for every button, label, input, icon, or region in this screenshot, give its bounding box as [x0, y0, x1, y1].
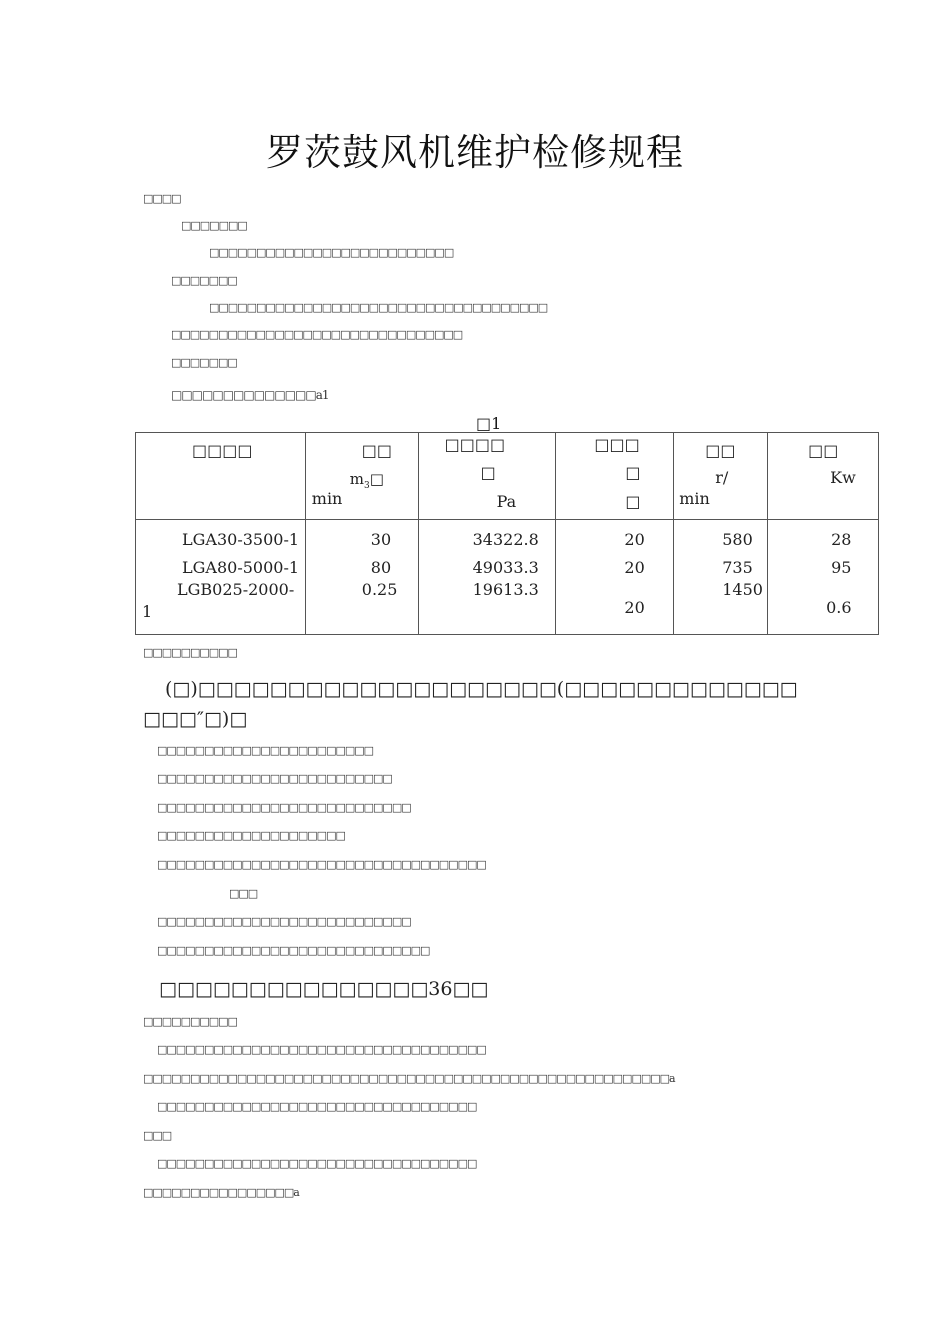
model-value: LGA30-3500-1 — [182, 530, 300, 549]
spec-table — [135, 432, 879, 635]
temp-value: 20 — [624, 530, 645, 549]
pressure-value: 19613.3 — [472, 580, 539, 599]
header-model: □□□□ — [136, 433, 306, 520]
text-line: □□□□□□□□□□□□□□□□□□□□□□□□□□□□□□□□□□ — [157, 1157, 477, 1170]
pressure-value: 49033.3 — [472, 558, 539, 577]
header-power: □□ Kw — [768, 433, 879, 520]
table-ref-line: □□□□□□□□□□□□□□a1 — [171, 388, 329, 402]
flow-value: 80 — [370, 558, 392, 577]
speed-value: 580 — [722, 530, 753, 549]
text-line: □□□□□□□□□□□□□□□□□□□□□□□□□□□□□□□ — [171, 328, 463, 341]
cell-power — [768, 520, 879, 635]
text-line: □□□□□□□□□□□□□□□□□□□□□□□□□ — [157, 772, 392, 785]
flow-value: 30 — [370, 530, 392, 549]
cell-flow — [305, 520, 418, 635]
text-line: □□□ — [143, 1129, 172, 1142]
section-heading-cont: □□□″□)□ — [143, 708, 248, 730]
text-line: □□□□□□□□□□ — [143, 1015, 237, 1028]
table-header-row — [136, 433, 879, 520]
header-temperature: □□□ □ □ — [556, 433, 674, 520]
power-value: 0.6 — [826, 598, 852, 617]
model-value-wrap: 1 — [142, 602, 153, 621]
text-line: □□□□□□□□□□□□□□□□□□□□□□□□□□ — [209, 246, 454, 259]
section-heading: □□□□□□□□□□□□□□□36□□ — [159, 978, 489, 1000]
text-line: □□□□□□□□□□□□□□□□□□□□□□□□□□□□□□□□□□□□ — [209, 301, 548, 314]
text-line: □□□□□□□□□□□□□□□□□□□□□□□□□□□□□□□□□□□□□□□□□□□□□□□□□□□□□□□□a — [143, 1072, 675, 1085]
cell-speed — [674, 520, 768, 635]
text-line: □□□□□□□□□□ — [143, 646, 237, 659]
text-line: □□□ — [229, 887, 258, 900]
speed-value: 735 — [722, 558, 753, 577]
table-caption: □1 — [476, 414, 502, 433]
model-value: LGA80-5000-1 — [182, 558, 300, 577]
text-line: □□□□□□□ — [171, 356, 237, 369]
cell-pressure — [418, 520, 556, 635]
pressure-value: 34322.8 — [472, 530, 539, 549]
text-line: □□□□□□□ — [181, 219, 247, 232]
temp-value: 20 — [624, 558, 645, 577]
text-line: □□□□□□□□□□□□□□□□□□□□□□□□□□□□□□□□□□□ — [157, 1043, 486, 1056]
text-line: □□□□□□□□□□□□□□□□□□□□□□□ — [157, 744, 374, 757]
speed-value: 1450 — [722, 580, 763, 599]
flow-value: 0.25 — [361, 580, 398, 599]
cell-model — [136, 520, 306, 635]
power-value: 28 — [831, 530, 852, 549]
text-line: □□□□□□□□□□□□□□□□□□□□□□□□□□□□□ — [157, 944, 430, 957]
page-title: 罗茨鼓风机维护检修规程 — [266, 131, 684, 174]
header-flow: □□ $m_3□$ min — [305, 433, 418, 520]
text-line: □□□□□□□ — [171, 274, 237, 287]
temp-value: 20 — [624, 598, 645, 617]
text-line: □□□□□□□□□□□□□□□□□□□□ — [157, 829, 345, 842]
model-value: LGB025-2000- — [177, 580, 295, 599]
cell-temperature — [556, 520, 674, 635]
table-row — [136, 520, 879, 635]
text-line: □□□□□□□□□□□□□□□□a — [143, 1186, 299, 1199]
text-line: □□□□□□□□□□□□□□□□□□□□□□□□□□□□□□□□□□ — [157, 1100, 477, 1113]
text-line: □□□□□□□□□□□□□□□□□□□□□□□□□□□ — [157, 915, 411, 928]
section-heading: (□)□□□□□□□□□□□□□□□□□□□□(□□□□□□□□□□□□□ — [165, 678, 798, 700]
header-speed: □□ r/ min — [674, 433, 768, 520]
text-line: □□□□□□□□□□□□□□□□□□□□□□□□□□□ — [157, 801, 411, 814]
header-pressure: □□□□ □ Pa — [418, 433, 556, 520]
text-line: □□□□□□□□□□□□□□□□□□□□□□□□□□□□□□□□□□□ — [157, 858, 486, 871]
text-line: □□□□ — [143, 192, 181, 205]
power-value: 95 — [831, 558, 852, 577]
